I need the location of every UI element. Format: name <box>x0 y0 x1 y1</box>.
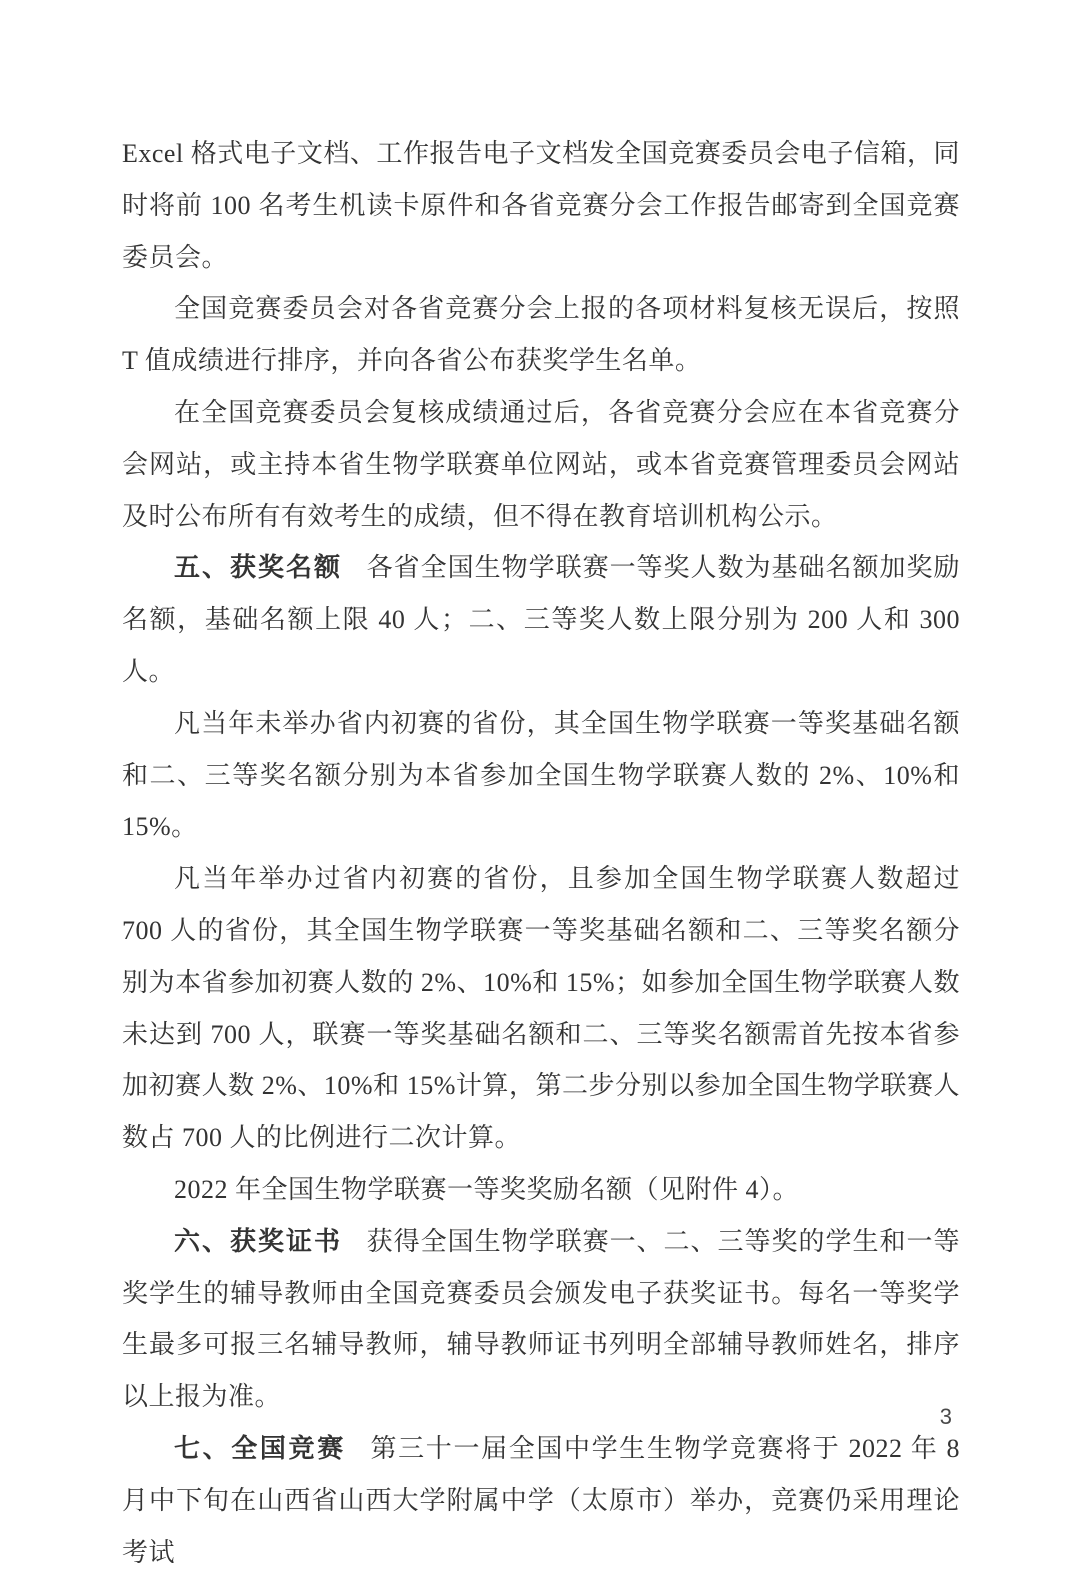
paragraph-text: Excel 格式电子文档、工作报告电子文档发全国竞赛委员会电子信箱，同时将前 100 名考生机读卡原件和各省竞赛分会工作报告邮寄到全国竞赛委员会。 <box>122 139 960 272</box>
paragraph <box>122 387 960 542</box>
paragraph-text: 2022 年全国生物学联赛一等奖奖励名额（见附件 4）。 <box>174 1174 800 1204</box>
section-heading-national-competition: 七、全国竞赛 <box>174 1433 346 1463</box>
paragraph-continuation <box>122 128 960 283</box>
paragraph-section-5 <box>122 542 960 697</box>
page-number: 3 <box>939 1404 952 1429</box>
paragraph-text: 获得全国生物学联赛一、二、三等奖的学生和一等奖学生的辅导教师由全国竞赛委员会颁发电子获奖证书。每名一等奖学生最多可报三名辅导教师，辅导教师证书列明全部辅导教师姓名，排序以上报为准。 <box>122 1226 960 1412</box>
paragraph <box>122 698 960 853</box>
page-footer <box>0 1404 952 1430</box>
paragraph-text: 在全国竞赛委员会复核成绩通过后，各省竞赛分会应在本省竞赛分会网站，或主持本省生物学联赛单位网站，或本省竞赛管理委员会网站及时公布所有有效考生的成绩，但不得在教育培训机构公示。 <box>122 397 960 531</box>
section-heading-awards-quota: 五、获奖名额 <box>174 553 342 583</box>
paragraph <box>122 283 960 387</box>
document-body <box>122 128 960 1578</box>
paragraph-text: 凡当年举办过省内初赛的省份，且参加全国生物学联赛人数超过 700 人的省份，其全国生物学联赛一等奖基础名额和二、三等奖名额分别为本省参加初赛人数的 2%、10%和 15%；如参加全国生物学联赛人数未达到 700 人，联赛一等奖基础名额和二、三等奖名额需首先按本省参加初赛人数 2%、10%和 15%计算，第二步分别以参加全国生物学联赛人数占 700 人的比例进行二次计算。 <box>122 864 960 1153</box>
paragraph-section-6 <box>122 1216 960 1423</box>
paragraph-text: 各省全国生物学联赛一等奖人数为基础名额加奖励名额，基础名额上限 40 人；二、三等奖人数上限分别为 200 人和 300 人。 <box>122 553 960 686</box>
paragraph-text: 第三十一届全国中学生生物学竞赛将于 2022 年 8 月中下旬在山西省山西大学附属中学（太原市）举办，竞赛仍采用理论考试 <box>122 1433 960 1567</box>
paragraph-text: 凡当年未举办省内初赛的省份，其全国生物学联赛一等奖基础名额和二、三等奖名额分别为本省参加全国生物学联赛人数的 2%、10%和 15%。 <box>122 708 960 842</box>
paragraph <box>122 1164 960 1216</box>
section-heading-award-certificate: 六、获奖证书 <box>174 1226 342 1256</box>
paragraph <box>122 853 960 1164</box>
paragraph-text: 全国竞赛委员会对各省竞赛分会上报的各项材料复核无误后，按照 T 值成绩进行排序，并向各省公布获奖学生名单。 <box>122 294 960 376</box>
paragraph-section-7 <box>122 1423 960 1578</box>
